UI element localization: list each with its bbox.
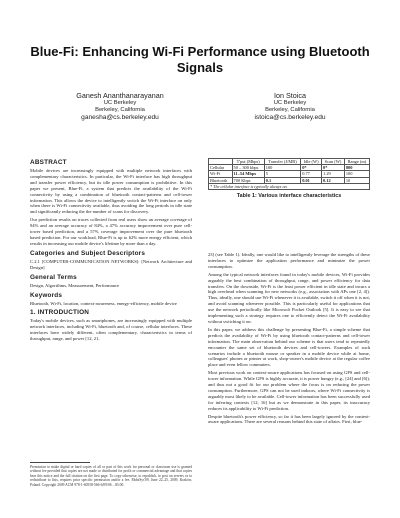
table-cell: 11–54 Mbps xyxy=(232,171,264,177)
table-header-cell: Range (m) xyxy=(344,159,369,165)
table-note: * The cellular interface is typically always on. xyxy=(209,183,370,189)
author-name: Ion Stoica xyxy=(274,91,306,100)
table-cell: 1.29 xyxy=(322,171,345,177)
body-paragraph: In this paper, we address this challenge by presenting Blue-Fi, a simple scheme that predicts the availability of Wi-Fi by using bluetooth contact-patterns and cell-tower information. The main observation behind our scheme is that users tend to repeatedly encounter the same set of bluetooth devices and cell-towers. Examples of such scenarios include a bluetooth mouse or speaker in a mobile device while at home, colleagues' phones or printer at work, shop-owner's mobile device at the regular coffee place and even fellow commuters. xyxy=(208,326,370,368)
body-paragraph: 23] (see Table 1). Ideally, one would like to intelligently leverage the strengths of these interfaces to optimize the application performance and minimize the power consumption. xyxy=(208,252,370,269)
author-affiliation: UC Berkeley xyxy=(103,100,137,106)
footnote-rule xyxy=(30,462,90,463)
abstract-heading: ABSTRACT xyxy=(30,159,67,166)
table-cell: 0.77 xyxy=(301,171,322,177)
table-cell: 100 xyxy=(344,171,369,177)
abstract-paragraph-1: Mobile devices are increasingly equipped with multiple network interfaces with complementary characteristics. In particular, the Wi-Fi interface has high throughput and transfer power efficiency, but its idle power consumption is prohibitive. In this paper we present, Blue-Fi, a system that predicts the availability of the Wi-Fi connectivity by using a combination of bluetooth contact-patterns and cell-tower information. This allows the device to intelligently switch the Wi-Fi interface on only when there is Wi-Fi connectivity available, thus avoiding the long periods in idle state and significantly reducing the the number of scans for discovery. xyxy=(30,168,192,215)
keywords-heading: Keywords xyxy=(30,291,63,299)
categories-heading: Categories and Subject Descriptors xyxy=(30,249,146,257)
author-affiliation: UC Berkeley xyxy=(273,100,307,106)
author-location: Berkeley, California xyxy=(95,107,145,113)
table-header-cell: Scan (W) xyxy=(322,159,345,165)
author-2 xyxy=(210,91,370,122)
table-cell: 10 xyxy=(344,177,369,183)
introduction-heading: 1. INTRODUCTION xyxy=(30,309,90,317)
table-cell: 800 xyxy=(344,165,369,171)
author-location: Berkeley, California xyxy=(265,107,315,113)
body-paragraph: Despite bluetooth's power efficiency, so far it has been largely ignored by the context-aware applications. There are several reasons behind this state of affairs. First, blue- xyxy=(208,413,370,425)
table-caption: Table 1: Various interface characteristics xyxy=(236,192,342,199)
table-cell: 5 xyxy=(264,171,300,177)
table-cell: 0* xyxy=(322,165,345,171)
table-header-cell: Idle (W) xyxy=(301,159,322,165)
body-paragraph: Among the typical network interfaces found in today's mobile devices, Wi-Fi provides arguably the best combination of throughput, range, and power efficiency for data transfers. On the downside, Wi-Fi is the least power efficient in idle state and incurs a high overhead when scanning for new networks (e.g., association with APs one [2, 4]). Thus, ideally, one should use Wi-Fi whenever it is available, switch it off when it is not, and avoid scanning whenever possible. This is particularly useful for applications that use the network periodically like Microsoft Pocket Outlook [5]. It is easy to see that implementing such a strategy requires one to efficiently detect the Wi-Fi availability without switching it on. xyxy=(208,271,370,324)
right-column xyxy=(208,252,370,427)
left-column xyxy=(30,156,192,344)
table-note-row xyxy=(209,183,370,189)
author-email: ganesha@cs.berkeley.edu xyxy=(81,114,159,121)
author-name: Ganesh Ananthanarayanan xyxy=(76,91,164,100)
body-paragraph: Most previous work on context-aware applications has focused on using GPS and cell-tower information. While GPS is highly accurate, it is power hungry (e.g., [24] and [6]), and thus not a good fit for our problem where the focus is on reducing the power consumption. Furthermore, GPS can not be used indoors, where Wi-Fi connectivity is arguably most likely to be available. Cell-tower information has been successfully used for inferring contexts [12, 16] but as we demonstrate in this paper, its inaccuracy reduces its applicability to Wi-Fi prediction. xyxy=(208,370,370,411)
author-1 xyxy=(40,91,200,122)
table-cell: 50 – 300 kbps xyxy=(232,165,264,171)
table-cell: 100 xyxy=(264,165,300,171)
footnote-text: Permission to make digital or hard copies of all or part of this work for personal or classroom use is granted without fee provided that copies are not made or distributed for profit or commercial advantage and that copies bear this notice and the full citation on the first page. To copy otherwise, to republish, to post on servers or to redistribute to lists, requires prior specific permission and/or a fee. MobiSys'09, June 22–25, 2009, Kraków, Poland. Copyright 2009 ACM 978-1-60558-566-6/09/06 ...$5.00. xyxy=(30,465,192,487)
general-terms-text: Design, Algorithms, Measurement, Performance xyxy=(30,282,120,288)
table-cell: Bluetooth xyxy=(209,177,233,183)
introduction-paragraph-1: Today's mobile devices, such as smartphones, are increasingly equipped with multiple network interfaces, including Wi-Fi, bluetooth and, of course, cellular interfaces. These interfaces have widely different, often complementary, characteristics in terms of throughput, range, and power [12, 21, xyxy=(30,318,192,342)
interface-table xyxy=(208,158,370,190)
table-cell: Wi-Fi xyxy=(209,171,233,177)
keywords-text: Bluetooth, Wi-Fi, location, context-awareness, energy-efficiency, mobile device xyxy=(30,300,177,306)
interface-table-block xyxy=(208,158,370,199)
table-header-cell: T'put (Mbps) xyxy=(232,159,264,165)
table-cell: 0.12 xyxy=(322,177,345,183)
copyright-footnote xyxy=(30,462,192,487)
paper-title: Blue-Fi: Enhancing Wi-Fi Performance using Bluetooth Signals xyxy=(30,44,370,75)
table-cell: 0.1 xyxy=(264,177,300,183)
table-cell: Cellular xyxy=(209,165,233,171)
abstract-paragraph-2: Our prediction results on traces collected from real users show an average coverage of 94% and an average accuracy of 84%, a 47% accuracy improvement over pure cell-tower based prediction, and a 57% coverage improvement over the pure bluetooth based prediction. For our workload, Blue-Fi is up to 62% more energy efficient, which results in increasing our mobile device's lifetime by more than a day. xyxy=(30,217,192,246)
table-cell: 700 Kbps xyxy=(232,177,264,183)
table-cell: 0.01 xyxy=(301,177,322,183)
categories-text: C.2.1 [COMPUTER-COMMUNICATION NETWORKS]: [Network Architecture and Design] xyxy=(30,258,192,270)
author-email: istoica@cs.berkeley.edu xyxy=(254,114,326,121)
general-terms-heading: General Terms xyxy=(30,273,77,281)
table-header-cell: Transfer (J/MB) xyxy=(264,159,300,165)
table-cell: 0* xyxy=(301,165,322,171)
